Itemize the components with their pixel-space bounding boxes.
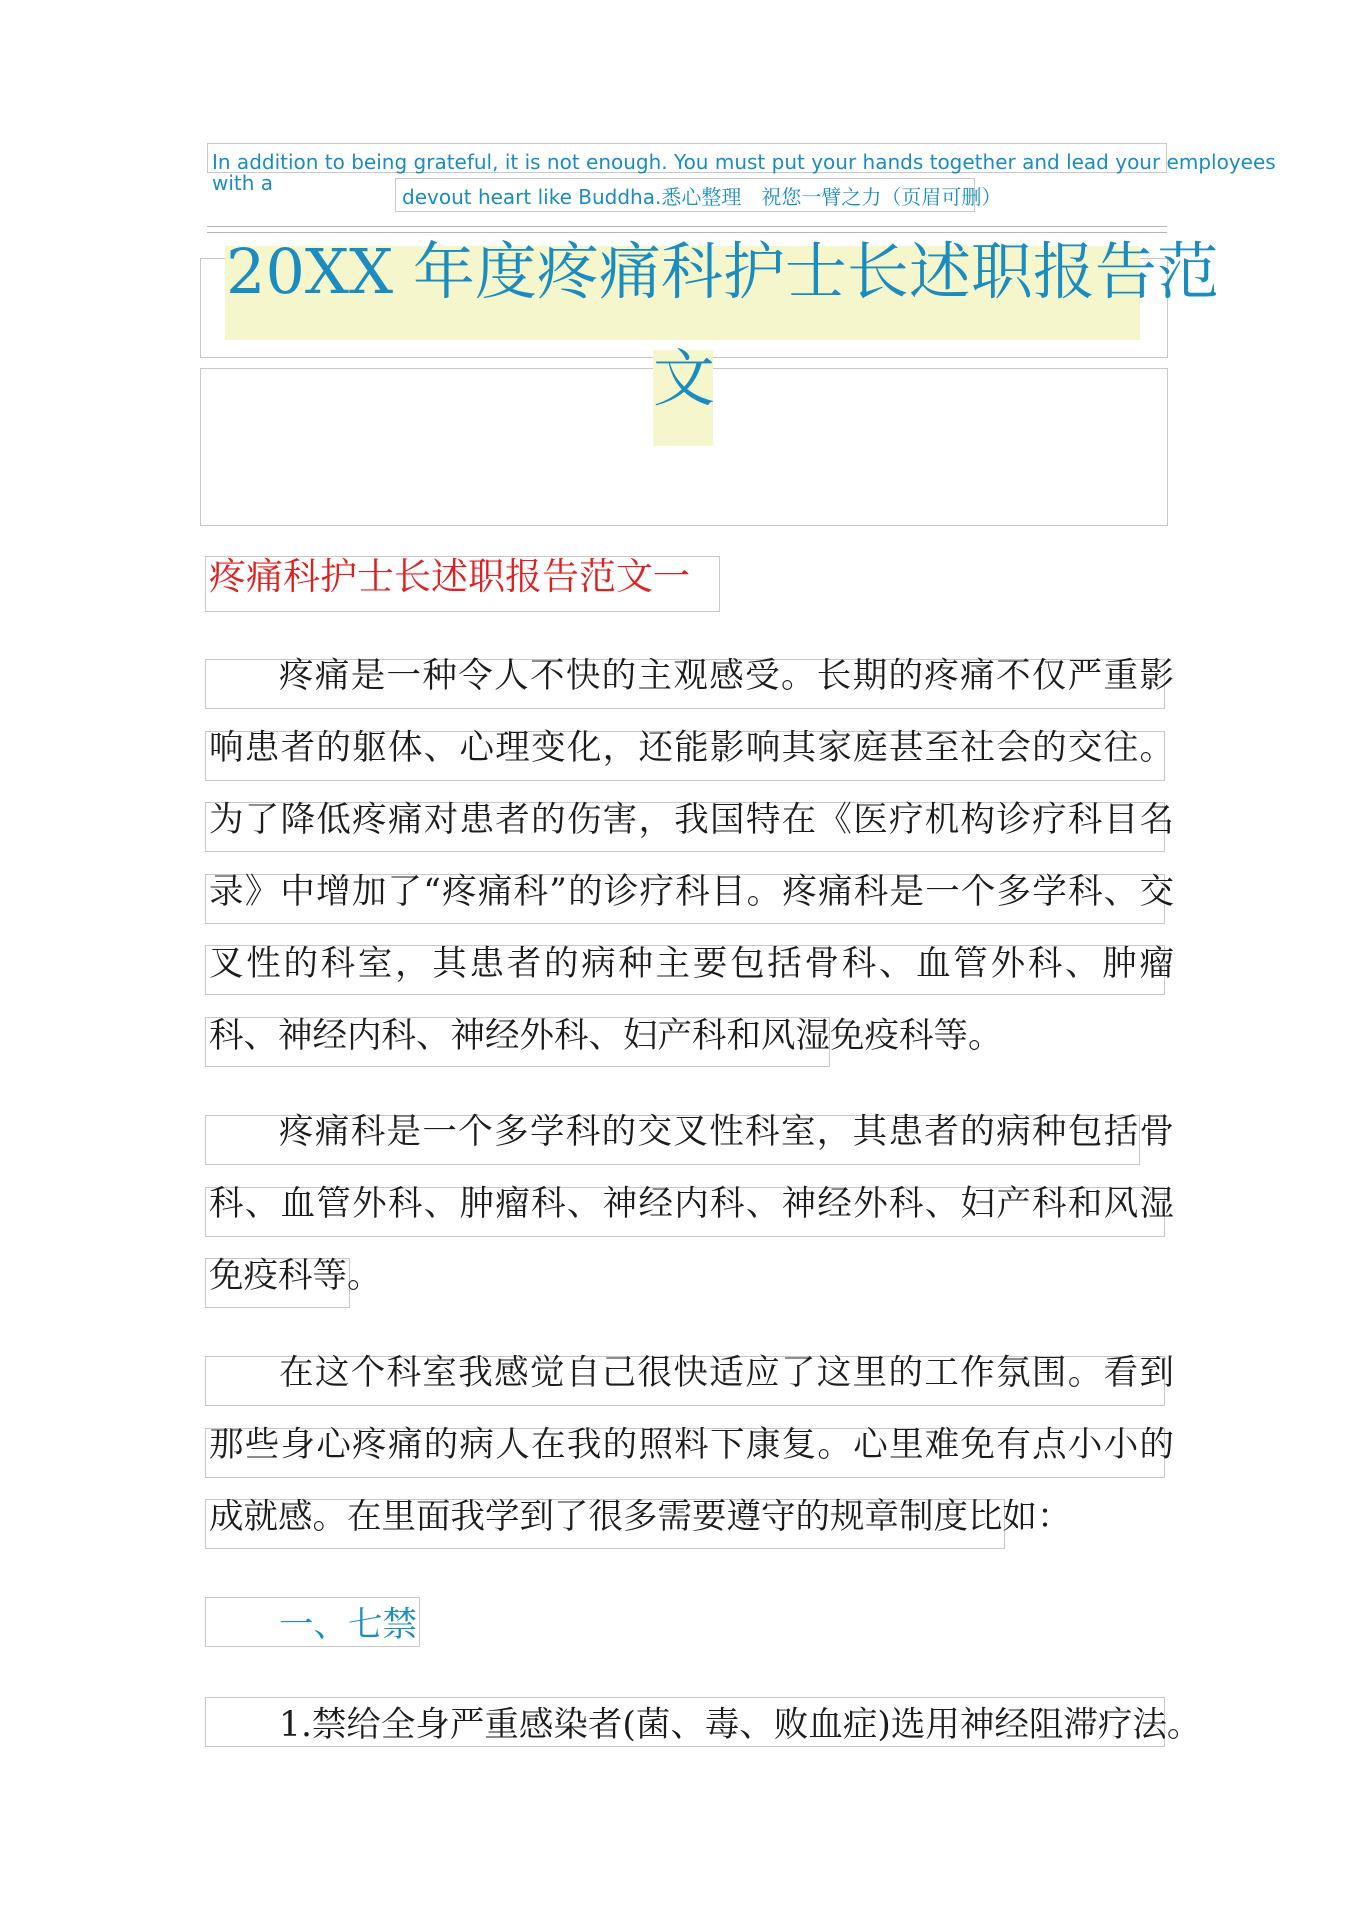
paragraph-3: 在这个科室我感觉自己很快适应了这里的工作氛围。看到那些身心疼痛的病人在我的照料下康复。心里难免有点小小的成就感。在里面我学到了很多需要遵守的规章制度比如： [209,1353,1174,1537]
page-title-line2: 文 [653,342,716,415]
header-rule-bottom [207,232,1167,233]
list-item: 1.禁给全身严重感染者(菌、毒、败血症)选用神经阻滞疗法。 [279,1705,1202,1745]
section-title: 疼痛科护士长述职报告范文一 [209,555,690,598]
page-title-line1: 20XX 年度疼痛科护士长述职报告范 [226,235,1219,308]
paragraph-2: 疼痛科是一个多学科的交叉性科室，其患者的病种包括骨科、血管外科、肿瘤科、神经内科、神经外科、妇产科和风湿免疫科等。 [209,1112,1174,1296]
paragraph-1: 疼痛是一种令人不快的主观感受。长期的疼痛不仅严重影响患者的躯体、心理变化，还能影响其家庭甚至社会的交往。为了降低疼痛对患者的伤害，我国特在《医疗机构诊疗科目名录》中增加了“疼痛科”的诊疗科目。疼痛科是一个多学科、交叉性的科室，其患者的病种主要包括骨科、血管外科、肿瘤科、神经内科、神经外科、妇产科和风湿免疫科等。 [209,656,1174,1056]
header-rule-top [207,226,1167,227]
sub-heading: 一、七禁 [279,1605,417,1645]
header-english-text: In addition to being grateful, it is not enough. You must put your hands together and lead your employees with a [212,150,1276,195]
header-chinese-text: devout heart like Buddha.悉心整理 祝您一臂之力（页眉可删） [402,185,1002,209]
